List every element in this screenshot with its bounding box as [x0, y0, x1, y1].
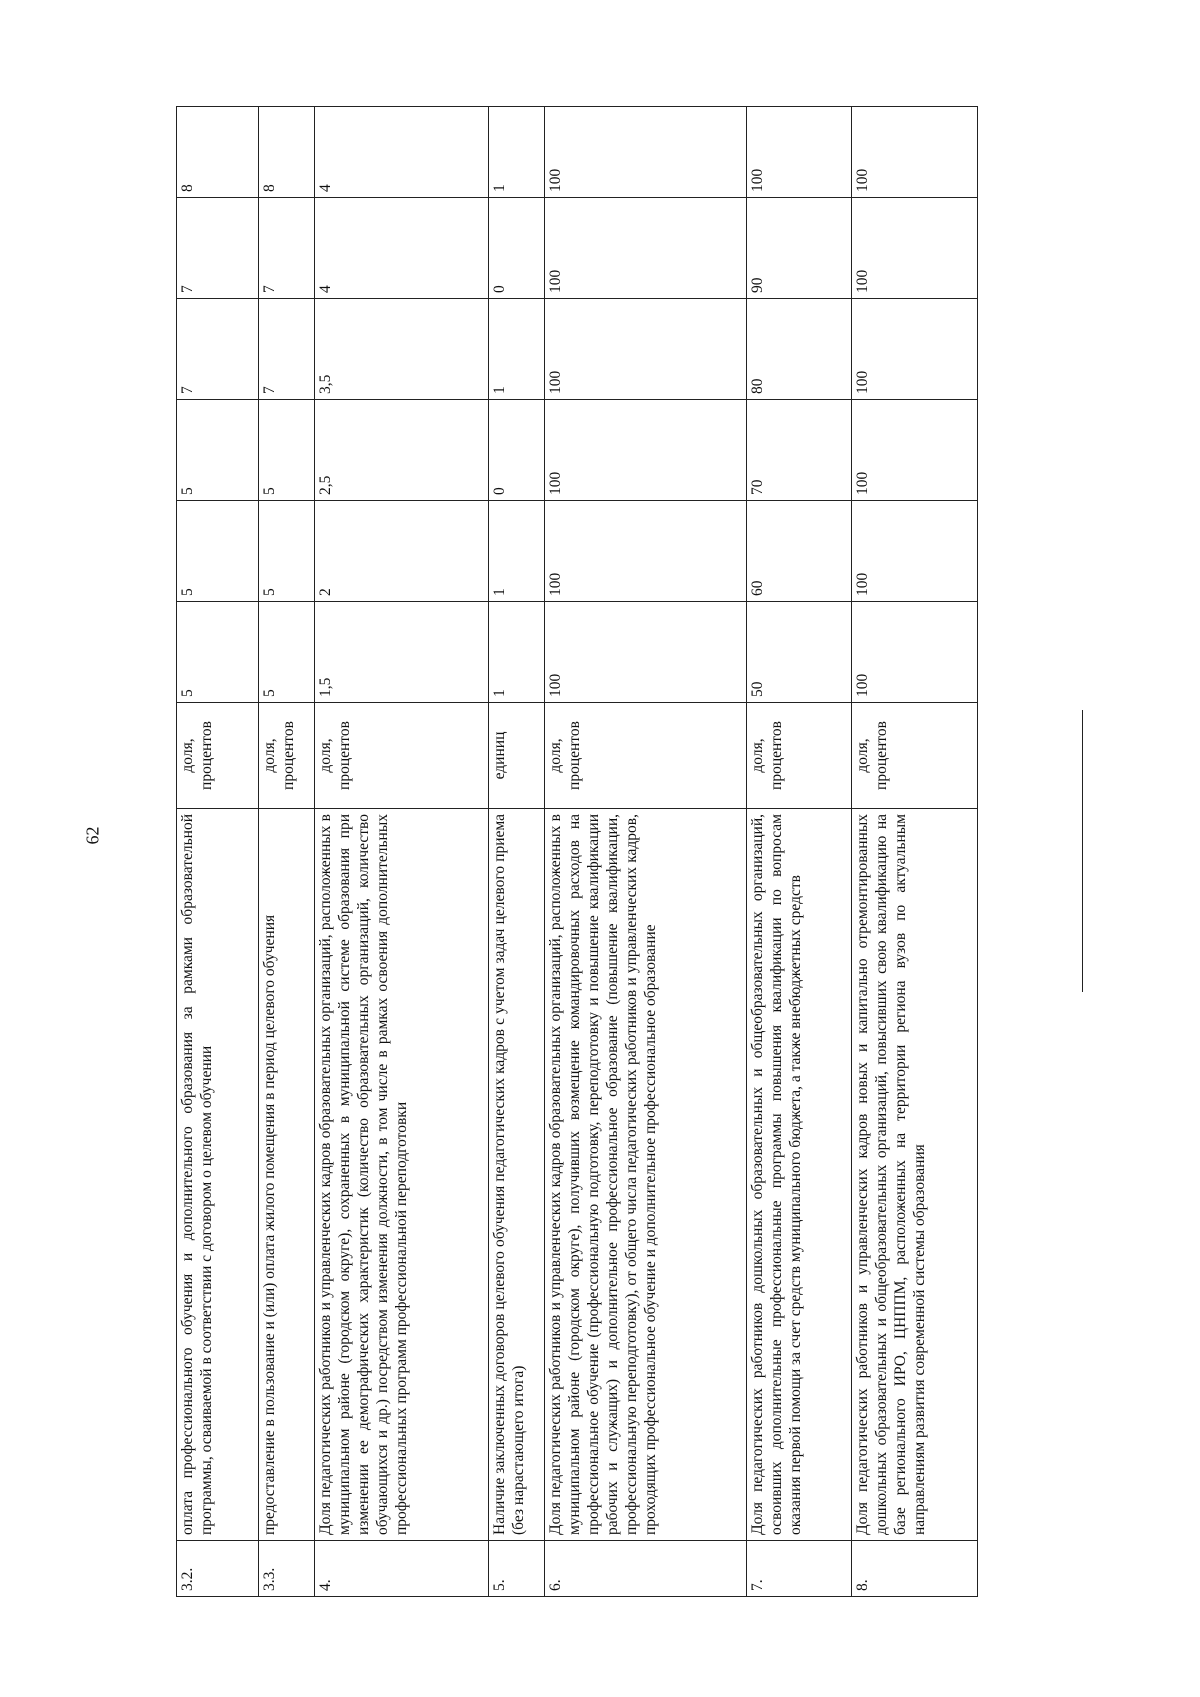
- row-number: 3.3.: [259, 1541, 315, 1597]
- row-value: 5: [259, 400, 315, 501]
- row-unit: доля, процентов: [177, 703, 259, 809]
- table-row: [259, 107, 315, 1597]
- table-row: [177, 107, 259, 1597]
- row-value: 100: [747, 107, 852, 198]
- row-value: 7: [259, 299, 315, 400]
- row-value: 1: [489, 107, 545, 198]
- row-description: Доля педагогических работников и управленческих кадров новых и капитально отремонтированных дошкольных образовательных и общеобразовательных организаций, повысивших свою квалификацию на базе регионального ИРО, ЦНППМ, расположенных на территории региона вузов по актуальным направлениям развития современной системы образования: [852, 809, 978, 1541]
- row-unit: единиц: [489, 703, 545, 809]
- table-row: [747, 107, 852, 1597]
- row-value: 5: [177, 602, 259, 703]
- row-description: предоставление в пользование и (или) оплата жилого помещения в период целевого обучения: [259, 809, 315, 1541]
- row-value: 100: [545, 107, 747, 198]
- row-value: 5: [177, 501, 259, 602]
- row-value: 100: [852, 602, 978, 703]
- row-value: 100: [545, 299, 747, 400]
- row-value: 4: [315, 198, 489, 299]
- row-value: 100: [545, 400, 747, 501]
- row-number: 6.: [545, 1541, 747, 1597]
- row-description: Наличие заключенных договоров целевого обучения педагогических кадров с учетом задач целевого приема (без нарастающего итога): [489, 809, 545, 1541]
- row-value: 2,5: [315, 400, 489, 501]
- row-value: 100: [852, 400, 978, 501]
- row-number: 7.: [747, 1541, 852, 1597]
- row-description: оплата профессионального обучения и дополнительного образования за рамками образовательной программы, осваиваемой в соответствии с договором о целевом обучении: [177, 809, 259, 1541]
- row-value: 2: [315, 501, 489, 602]
- row-value: 80: [747, 299, 852, 400]
- row-value: 100: [545, 602, 747, 703]
- rotated-table-container: [176, 107, 978, 1597]
- row-value: 90: [747, 198, 852, 299]
- row-value: 8: [177, 107, 259, 198]
- row-number: 5.: [489, 1541, 545, 1597]
- row-value: 100: [545, 198, 747, 299]
- row-value: 4: [315, 107, 489, 198]
- row-value: 50: [747, 602, 852, 703]
- table-row: [489, 107, 545, 1597]
- page-number: 62: [82, 826, 103, 845]
- row-value: 60: [747, 501, 852, 602]
- row-value: 7: [259, 198, 315, 299]
- row-value: 70: [747, 400, 852, 501]
- row-unit: доля, процентов: [315, 703, 489, 809]
- row-unit: доля, процентов: [545, 703, 747, 809]
- row-value: 3,5: [315, 299, 489, 400]
- row-number: 3.2.: [177, 1541, 259, 1597]
- row-value: 100: [852, 198, 978, 299]
- row-description: Доля педагогических работников и управленческих кадров образовательных организаций, расположенных в муниципальном районе (городском округе), сохраненных в муниципальной системе образования при изменении ее демографических характеристик (количество образовательных организаций, количество обучающихся и др.) посредством изменения должности, в том числе в рамках освоения дополнительных профессиональных программ профессиональной переподготовки: [315, 809, 489, 1541]
- row-value: 8: [259, 107, 315, 198]
- row-value: 0: [489, 198, 545, 299]
- row-value: 1: [489, 602, 545, 703]
- table-row: [545, 107, 747, 1597]
- row-unit: доля, процентов: [852, 703, 978, 809]
- indicators-table: [176, 106, 978, 1597]
- row-value: 1: [489, 299, 545, 400]
- row-value: 100: [852, 501, 978, 602]
- table-row: [315, 107, 489, 1597]
- table-row: [852, 107, 978, 1597]
- row-number: 8.: [852, 1541, 978, 1597]
- row-description: Доля педагогических работников и управленческих кадров образовательных организаций, расположенных в муниципальном районе (городском округе), получивших возмещение командировочных расходов на профессиональное обучение (профессиональную подготовку, переподготовку и повышение квалификации рабочих и служащих) и дополнительное профессиональное образование (повышение квалификации, профессиональную переподготовку), от общего числа педагогических работников и управленческих кадров, проходящих профессиональное обучение и дополнительное профессиональное образование: [545, 809, 747, 1541]
- row-value: 1,5: [315, 602, 489, 703]
- footnote-divider: [1082, 710, 1083, 992]
- row-description: Доля педагогических работников дошкольных образовательных и общеобразовательных организаций, освоивших дополнительные профессиональные программы повышения квалификации по вопросам оказания первой помощи за счет средств муниципального бюджета, а также внебюджетных средств: [747, 809, 852, 1541]
- row-value: 5: [177, 400, 259, 501]
- row-value: 100: [852, 107, 978, 198]
- row-unit: доля, процентов: [747, 703, 852, 809]
- row-unit: доля, процентов: [259, 703, 315, 809]
- row-value: 5: [259, 501, 315, 602]
- row-value: 7: [177, 198, 259, 299]
- row-value: 100: [545, 501, 747, 602]
- row-value: 0: [489, 400, 545, 501]
- row-value: 1: [489, 501, 545, 602]
- row-value: 7: [177, 299, 259, 400]
- row-value: 100: [852, 299, 978, 400]
- row-number: 4.: [315, 1541, 489, 1597]
- row-value: 5: [259, 602, 315, 703]
